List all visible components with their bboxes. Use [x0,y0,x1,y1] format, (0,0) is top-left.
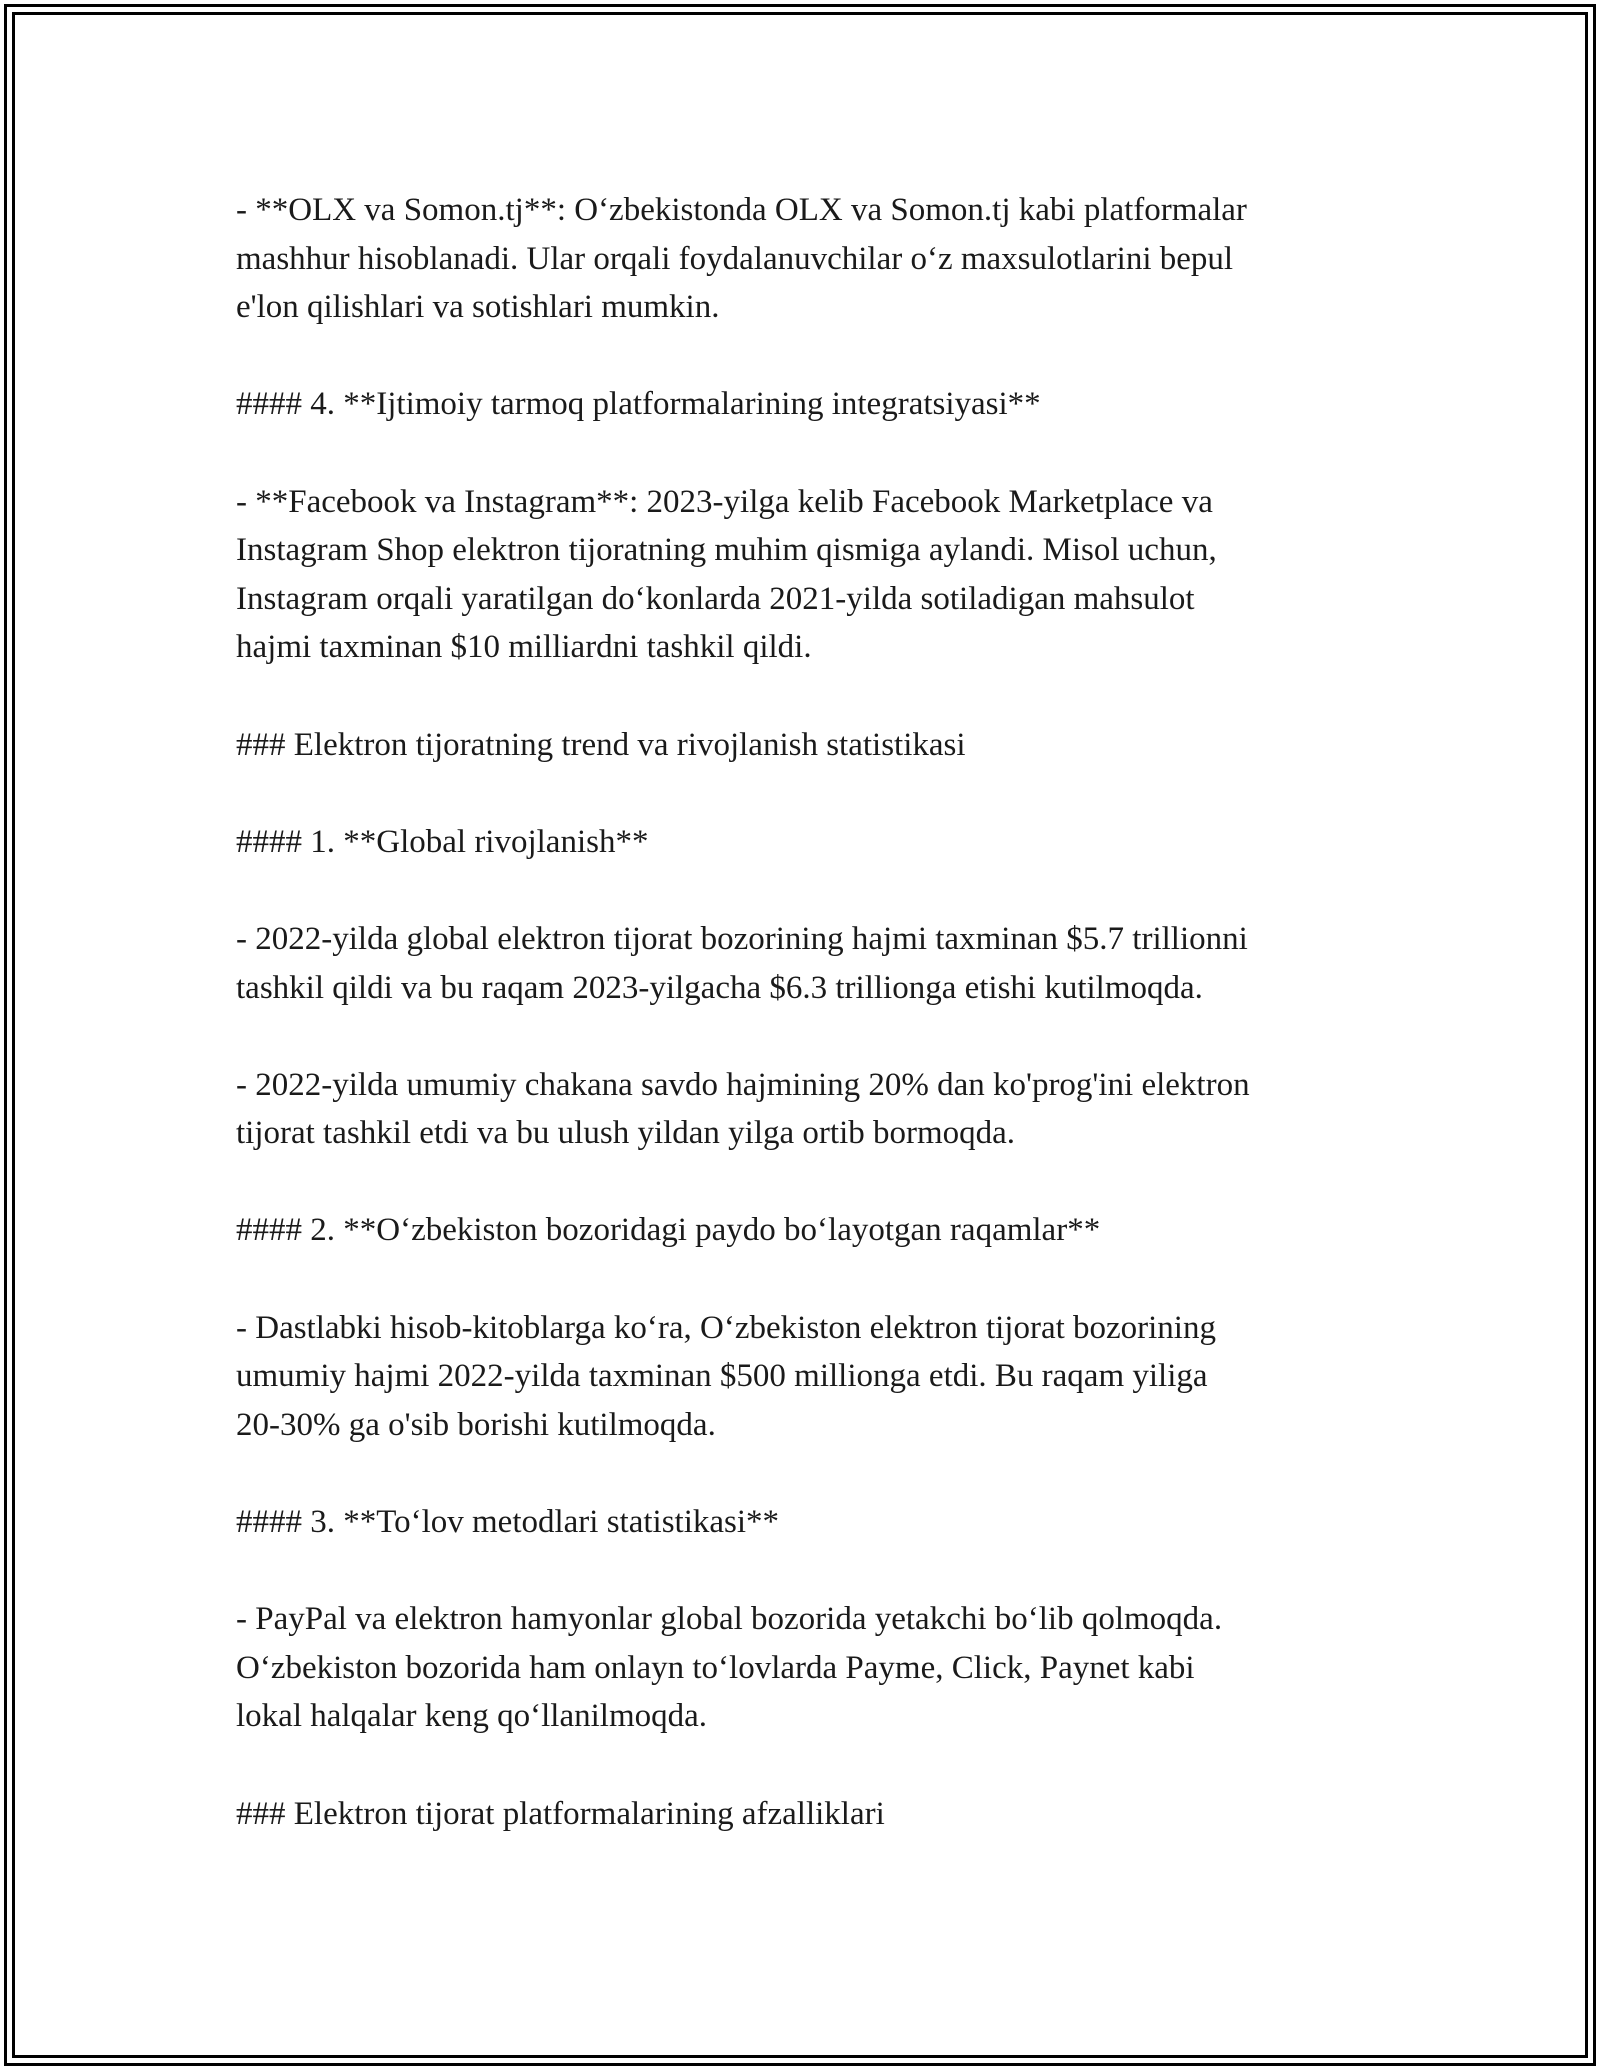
paragraph-retail-share: - 2022-yilda umumiy chakana savdo hajmining 20% dan ko'prog'ini elektron tijorat tashkil etdi va bu ulush yildan yilga ortib bormoqda. [236,1066,1250,1152]
paragraph-uzbekistan-market: - Dastlabki hisob-kitoblarga ko‘ra, O‘zbekiston elektron tijorat bozorining umumiy hajmi 2022-yilda taxminan $500 millionga etdi. Bu raqam yiliga 20-30% ga o'sib borishi kutilmoqda. [236,1309,1216,1443]
paragraph-olx-somon: - **OLX va Somon.tj**: O‘zbekistonda OLX va Somon.tj kabi platformalar mashhur hisoblanadi. Ular orqali foydalanuvchilar o‘z maxsulotlarini bepul e'lon qilishlari va sotishlari mumkin. [236,192,1247,326]
heading-trend-statistics: ### Elektron tijoratning trend va rivojlanish statistikasi [236,726,966,763]
paragraph-payment-systems: - PayPal va elektron hamyonlar global bozorida yetakchi bo‘lib qolmoqda. O‘zbekiston bozorida ham onlayn to‘lovlarda Payme, Click, Paynet kabi lokal halqalar keng qo‘llanilmoqda. [236,1601,1223,1735]
heading-global-growth: #### 1. **Global rivojlanish** [236,823,649,860]
paragraph-facebook-instagram: - **Facebook va Instagram**: 2023-yilga kelib Facebook Marketplace va Instagram Shop elektron tijoratning muhim qismiga aylandi. Misol uchun, Instagram orqali yaratilgan do‘konlarda 2021-yilda sotiladigan mahsulot hajmi taxminan $10 milliardni tashkil qildi. [236,483,1217,666]
heading-payment-methods: #### 3. **To‘lov metodlari statistikasi** [236,1504,780,1541]
paragraph-global-market-size: - 2022-yilda global elektron tijorat bozorining hajmi taxminan $5.7 trillionni tashkil qildi va bu raqam 2023-yilgacha $6.3 trillionga etishi kutilmoqda. [236,920,1248,1006]
heading-social-integration: #### 4. **Ijtimoiy tarmoq platformalarining integratsiyasi** [236,386,1041,423]
heading-platform-advantages: ### Elektron tijorat platformalarining afzalliklari [236,1795,885,1832]
document-body [236,186,1386,1887]
heading-uzbekistan-figures: #### 2. **O‘zbekiston bozoridagi paydo bo‘layotgan raqamlar** [236,1212,1101,1249]
